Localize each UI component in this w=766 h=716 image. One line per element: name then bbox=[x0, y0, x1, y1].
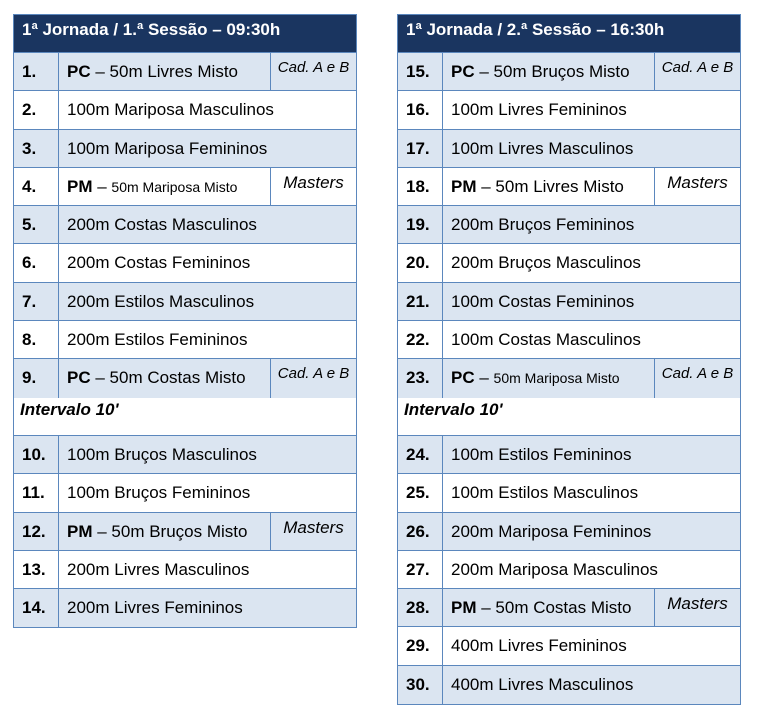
event-dash: – bbox=[474, 368, 494, 388]
event-row bbox=[398, 589, 740, 627]
event-row bbox=[14, 244, 356, 282]
event-number: 20. bbox=[398, 244, 443, 281]
event-category: Masters bbox=[654, 589, 740, 626]
event-number: 24. bbox=[398, 436, 443, 473]
event-name bbox=[443, 168, 654, 205]
event-category: Cad. A e B bbox=[270, 53, 356, 90]
session-title: 1ª Jornada / 1.ª Sessão – 09:30h bbox=[14, 15, 356, 53]
rows-after-interval bbox=[14, 436, 356, 627]
event-label: 100m Livres Femininos bbox=[451, 100, 627, 120]
event-label: 100m Costas Masculinos bbox=[451, 330, 641, 350]
event-name bbox=[59, 513, 270, 550]
event-name bbox=[59, 359, 270, 397]
event-label: 50m Costas Misto bbox=[495, 598, 632, 618]
event-label: 50m Livres Misto bbox=[495, 176, 624, 196]
event-label: 200m Costas Femininos bbox=[67, 253, 251, 273]
event-row bbox=[14, 436, 356, 474]
event-name bbox=[59, 244, 356, 281]
event-number: 28. bbox=[398, 589, 443, 626]
event-number: 14. bbox=[14, 589, 59, 627]
event-label: 200m Bruços Masculinos bbox=[451, 253, 641, 273]
event-number: 4. bbox=[14, 168, 59, 205]
event-row bbox=[14, 551, 356, 589]
event-label: 50m Livres Misto bbox=[109, 62, 239, 81]
event-label: 100m Mariposa Femininos bbox=[67, 138, 268, 158]
event-number: 6. bbox=[14, 244, 59, 281]
event-row bbox=[398, 513, 740, 551]
event-number: 23. bbox=[398, 359, 443, 397]
event-row bbox=[14, 168, 356, 206]
event-number: 29. bbox=[398, 627, 443, 664]
event-label: 100m Livres Masculinos bbox=[451, 138, 634, 158]
event-label: 200m Costas Masculinos bbox=[67, 215, 257, 235]
event-row bbox=[14, 206, 356, 244]
event-number: 25. bbox=[398, 474, 443, 511]
event-name bbox=[443, 589, 654, 626]
rows-before-interval bbox=[398, 53, 740, 398]
event-name bbox=[59, 168, 270, 205]
event-row bbox=[398, 666, 740, 704]
session-2-table bbox=[397, 14, 741, 705]
event-row bbox=[14, 91, 356, 129]
event-category: Masters bbox=[654, 168, 740, 205]
event-number: 11. bbox=[14, 474, 59, 511]
event-number: 1. bbox=[14, 53, 59, 90]
event-row bbox=[14, 513, 356, 551]
event-label: 50m Bruços Misto bbox=[493, 62, 630, 81]
event-dash: – bbox=[476, 598, 496, 618]
event-prefix: PM bbox=[67, 176, 93, 196]
event-prefix: PC bbox=[451, 62, 475, 81]
event-label: 200m Livres Masculinos bbox=[67, 559, 250, 579]
event-label: 200m Mariposa Femininos bbox=[451, 521, 652, 541]
event-row bbox=[398, 244, 740, 282]
event-category: Cad. A e B bbox=[654, 53, 740, 90]
event-number: 19. bbox=[398, 206, 443, 243]
event-label: 50m Bruços Misto bbox=[111, 521, 248, 541]
event-number: 7. bbox=[14, 283, 59, 320]
event-number: 9. bbox=[14, 359, 59, 397]
event-label: 200m Estilos Masculinos bbox=[67, 291, 255, 311]
event-row bbox=[398, 436, 740, 474]
event-name bbox=[443, 627, 740, 664]
event-label: 100m Bruços Femininos bbox=[67, 483, 251, 503]
event-number: 21. bbox=[398, 283, 443, 320]
event-label: 100m Costas Femininos bbox=[451, 291, 635, 311]
event-row bbox=[398, 91, 740, 129]
event-number: 8. bbox=[14, 321, 59, 358]
event-prefix: PC bbox=[67, 368, 91, 388]
event-category: Masters bbox=[270, 168, 356, 205]
event-row bbox=[14, 321, 356, 359]
event-number: 17. bbox=[398, 130, 443, 167]
event-name bbox=[59, 53, 270, 90]
event-label: 50m Costas Misto bbox=[109, 368, 246, 388]
event-dash: – bbox=[474, 62, 494, 81]
event-label: 100m Mariposa Masculinos bbox=[67, 100, 274, 120]
event-number: 27. bbox=[398, 551, 443, 588]
event-dash: – bbox=[90, 62, 110, 81]
event-name bbox=[443, 91, 740, 128]
event-name bbox=[443, 474, 740, 511]
interval-label: Intervalo 10' bbox=[398, 398, 740, 436]
event-row bbox=[398, 551, 740, 589]
event-name bbox=[443, 130, 740, 167]
event-prefix: PM bbox=[451, 598, 477, 618]
event-number: 13. bbox=[14, 551, 59, 588]
event-name bbox=[443, 321, 740, 358]
event-row bbox=[398, 53, 740, 91]
event-name bbox=[59, 130, 356, 167]
event-number: 30. bbox=[398, 666, 443, 704]
event-number: 5. bbox=[14, 206, 59, 243]
event-dash: – bbox=[476, 176, 496, 196]
event-name bbox=[443, 206, 740, 243]
event-name bbox=[59, 283, 356, 320]
event-label: 400m Livres Masculinos bbox=[451, 674, 634, 694]
event-category: Masters bbox=[270, 513, 356, 550]
event-number: 16. bbox=[398, 91, 443, 128]
event-name bbox=[59, 589, 356, 627]
event-row bbox=[14, 589, 356, 627]
event-name bbox=[443, 359, 654, 397]
event-row bbox=[398, 206, 740, 244]
event-row bbox=[398, 474, 740, 512]
event-prefix: PC bbox=[67, 62, 91, 81]
event-label: 50m Mariposa Misto bbox=[111, 178, 238, 195]
event-name bbox=[59, 474, 356, 511]
event-dash: – bbox=[92, 521, 112, 541]
event-label: 200m Estilos Femininos bbox=[67, 330, 248, 350]
event-name bbox=[443, 666, 740, 704]
event-number: 3. bbox=[14, 130, 59, 167]
event-prefix: PC bbox=[451, 368, 475, 388]
event-row bbox=[398, 321, 740, 359]
event-row bbox=[398, 283, 740, 321]
event-category: Cad. A e B bbox=[654, 359, 740, 397]
event-name bbox=[443, 53, 654, 90]
event-row bbox=[14, 359, 356, 397]
event-row bbox=[398, 359, 740, 397]
event-dash: – bbox=[90, 368, 110, 388]
event-number: 2. bbox=[14, 91, 59, 128]
event-name bbox=[443, 244, 740, 281]
event-category: Cad. A e B bbox=[270, 359, 356, 397]
event-label: 100m Bruços Masculinos bbox=[67, 444, 257, 464]
event-name bbox=[443, 513, 740, 550]
session-1-table bbox=[13, 14, 357, 628]
session-title: 1ª Jornada / 2.ª Sessão – 16:30h bbox=[398, 15, 740, 53]
event-number: 10. bbox=[14, 436, 59, 473]
event-row bbox=[14, 474, 356, 512]
event-number: 18. bbox=[398, 168, 443, 205]
event-name bbox=[59, 206, 356, 243]
event-row bbox=[14, 53, 356, 91]
rows-before-interval bbox=[14, 53, 356, 398]
event-number: 15. bbox=[398, 53, 443, 90]
event-prefix: PM bbox=[67, 521, 93, 541]
event-number: 12. bbox=[14, 513, 59, 550]
event-label: 400m Livres Femininos bbox=[451, 636, 627, 656]
event-name bbox=[59, 436, 356, 473]
event-label: 200m Mariposa Masculinos bbox=[451, 559, 658, 579]
event-label: 100m Estilos Femininos bbox=[451, 444, 632, 464]
rows-after-interval bbox=[398, 436, 740, 704]
event-name bbox=[59, 321, 356, 358]
event-number: 22. bbox=[398, 321, 443, 358]
event-name bbox=[59, 91, 356, 128]
event-label: 200m Bruços Femininos bbox=[451, 215, 635, 235]
event-name bbox=[443, 551, 740, 588]
event-name bbox=[443, 283, 740, 320]
event-label: 200m Livres Femininos bbox=[67, 598, 243, 618]
event-row bbox=[398, 168, 740, 206]
event-number: 26. bbox=[398, 513, 443, 550]
interval-label: Intervalo 10' bbox=[14, 398, 356, 436]
event-row bbox=[398, 130, 740, 168]
event-row bbox=[14, 283, 356, 321]
event-name bbox=[59, 551, 356, 588]
event-label: 50m Mariposa Misto bbox=[493, 370, 620, 387]
event-prefix: PM bbox=[451, 176, 477, 196]
event-row bbox=[14, 130, 356, 168]
event-row bbox=[398, 627, 740, 665]
event-label: 100m Estilos Masculinos bbox=[451, 483, 639, 503]
event-dash: – bbox=[92, 176, 112, 196]
event-name bbox=[443, 436, 740, 473]
